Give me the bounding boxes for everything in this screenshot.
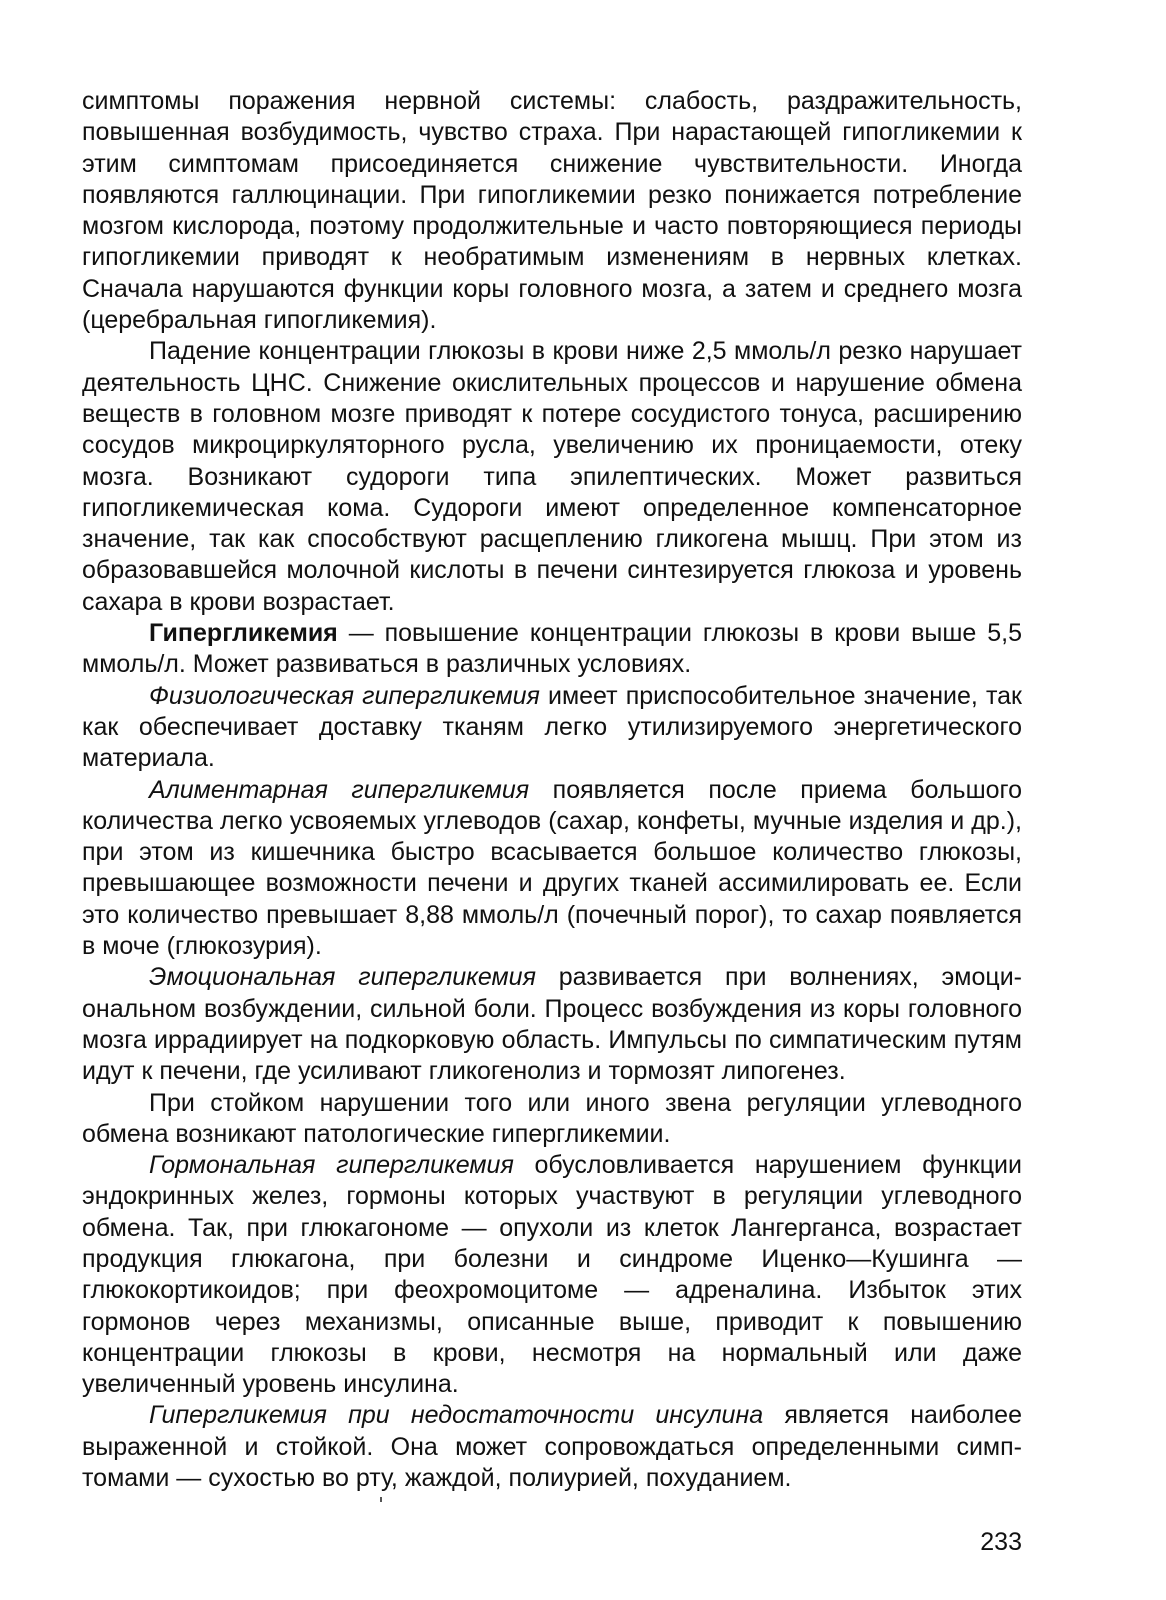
paragraph-cns-symptoms — [82, 86, 1022, 336]
paragraph-text: появляется после приема большого количества легко усвояемых углеводов (сахар, конфеты, мучные изделия и др.), при этом из кишечника быстро всасывается большое количество глюкозы, превышающее возможности печени и других тканей ассимилировать ее. Если это количество превышает 8,88 ммоль/л (почечный порог), то сахар появляется в моче (глюкозурия). — [82, 775, 1022, 961]
term-insulin-deficiency-hyperglycemia: Гипергликемия при недостаточности инсулина — [149, 1401, 764, 1430]
paragraph-text: имеет приспособительное значение, так как обеспечивает доставку тканям легко утилизируемого энергетического материала. — [82, 681, 1022, 773]
paragraph-alimentary-hyperglycemia — [82, 775, 1022, 963]
paragraph-hormonal-hyperglycemia — [82, 1150, 1022, 1400]
paragraph-hyperglycemia-definition — [82, 618, 1022, 681]
paragraph-text: — повышение концентрации глюкозы в крови выше 5,5 ммоль/л. Может развиваться в различных условиях. — [82, 619, 1022, 679]
paragraph-text: Падение концентрации глюкозы в крови ниже 2,5 ммоль/л резко нарушает деятельность ЦНС. Снижение окислительных процессов и нарушение обмена веществ в головном мозге приводят к потере сосудистого тонуса, расширению сосудов микроциркуляторного русла, увеличению их проницаемости, отеку мозга. Возникают судороги типа эпилептических. Может развиться гипогликемическая кома. Судороги имеют определенное компенсаторное значение, так как способствуют расщеплению гликогена мышц. При этом из образовавшейся молочной кислоты в печени синтезируется глюкоза и уровень сахара в крови возрастает. — [82, 337, 1022, 616]
term-hormonal-hyperglycemia: Гормональная гипергликемия — [149, 1151, 514, 1180]
paragraph-text: симптомы поражения нервной системы: слабость, раздражительность, повышенная возбудимость, чувство страха. При нарастающей гипогликемии к этим симптомам присоединяется снижение чувствительности. Иногда появляются галлюцинации. При гипогликемии резко понижается потребление мозгом кислорода, поэтому продолжительные и часто повторяющиеся периоды гипогликемии приводят к необратимым изменениям в нервных клетках. Сначала нарушаются функции коры головного мозга, а затем и среднего мозга (церебральная гипогликемия). — [82, 87, 1022, 335]
term-emotional-hyperglycemia: Эмоциональная гипергликемия — [149, 963, 536, 992]
paragraph-physiological-hyperglycemia — [82, 681, 1022, 775]
paragraph-text: является наиболее выраженной и стойкой. Она может сопровождаться определенными симптомами — сухостью во рту, жаждой, полиурией, похуданием. — [82, 1401, 1022, 1493]
paragraph-emotional-hyperglycemia — [82, 962, 1022, 1087]
term-physiological-hyperglycemia: Физиологическая гипергликемия — [149, 681, 540, 710]
document-body — [82, 86, 1022, 1494]
paragraph-text: обусловливается нарушением функции эндокринных желез, гормоны которых участвуют в регуляции углеводного обмена. Так, при глюкагономе — опухоли из клеток Лангерганса, возрастает продукция глюкагона, при болезни и синдроме Иценко—Кушинга — глюкокортикоидов; при феохромоцитоме — адреналина. Избыток этих гормонов через механизмы, описанные выше, приводит к повышению концентрации глюкозы в крови, несмотря на нормальный или даже увеличенный уровень инсулина. — [82, 1151, 1022, 1399]
paragraph-text: развивается при волнениях, эмоциональном возбуждении, сильной боли. Процесс возбуждения из коры головного мозга иррадиирует на подкорковую область. Импульсы по симпатическим путям идут к печени, где усиливают гликогенолиз и тормозят липогенез. — [82, 963, 1022, 1086]
term-alimentary-hyperglycemia: Алиментарная гипергликемия — [149, 775, 530, 804]
paragraph-insulin-deficiency — [82, 1400, 1022, 1494]
scan-speck — [380, 1497, 382, 1502]
paragraph-pathological-hyperglycemia — [82, 1088, 1022, 1151]
paragraph-glucose-fall — [82, 336, 1022, 618]
paragraph-text: При стойком нарушении того или иного звена регуляции углеводного обмена возникают патологические гипергликемии. — [82, 1088, 1022, 1148]
term-hyperglycemia: Гипергликемия — [149, 619, 338, 648]
page-number: 233 — [980, 1528, 1022, 1556]
